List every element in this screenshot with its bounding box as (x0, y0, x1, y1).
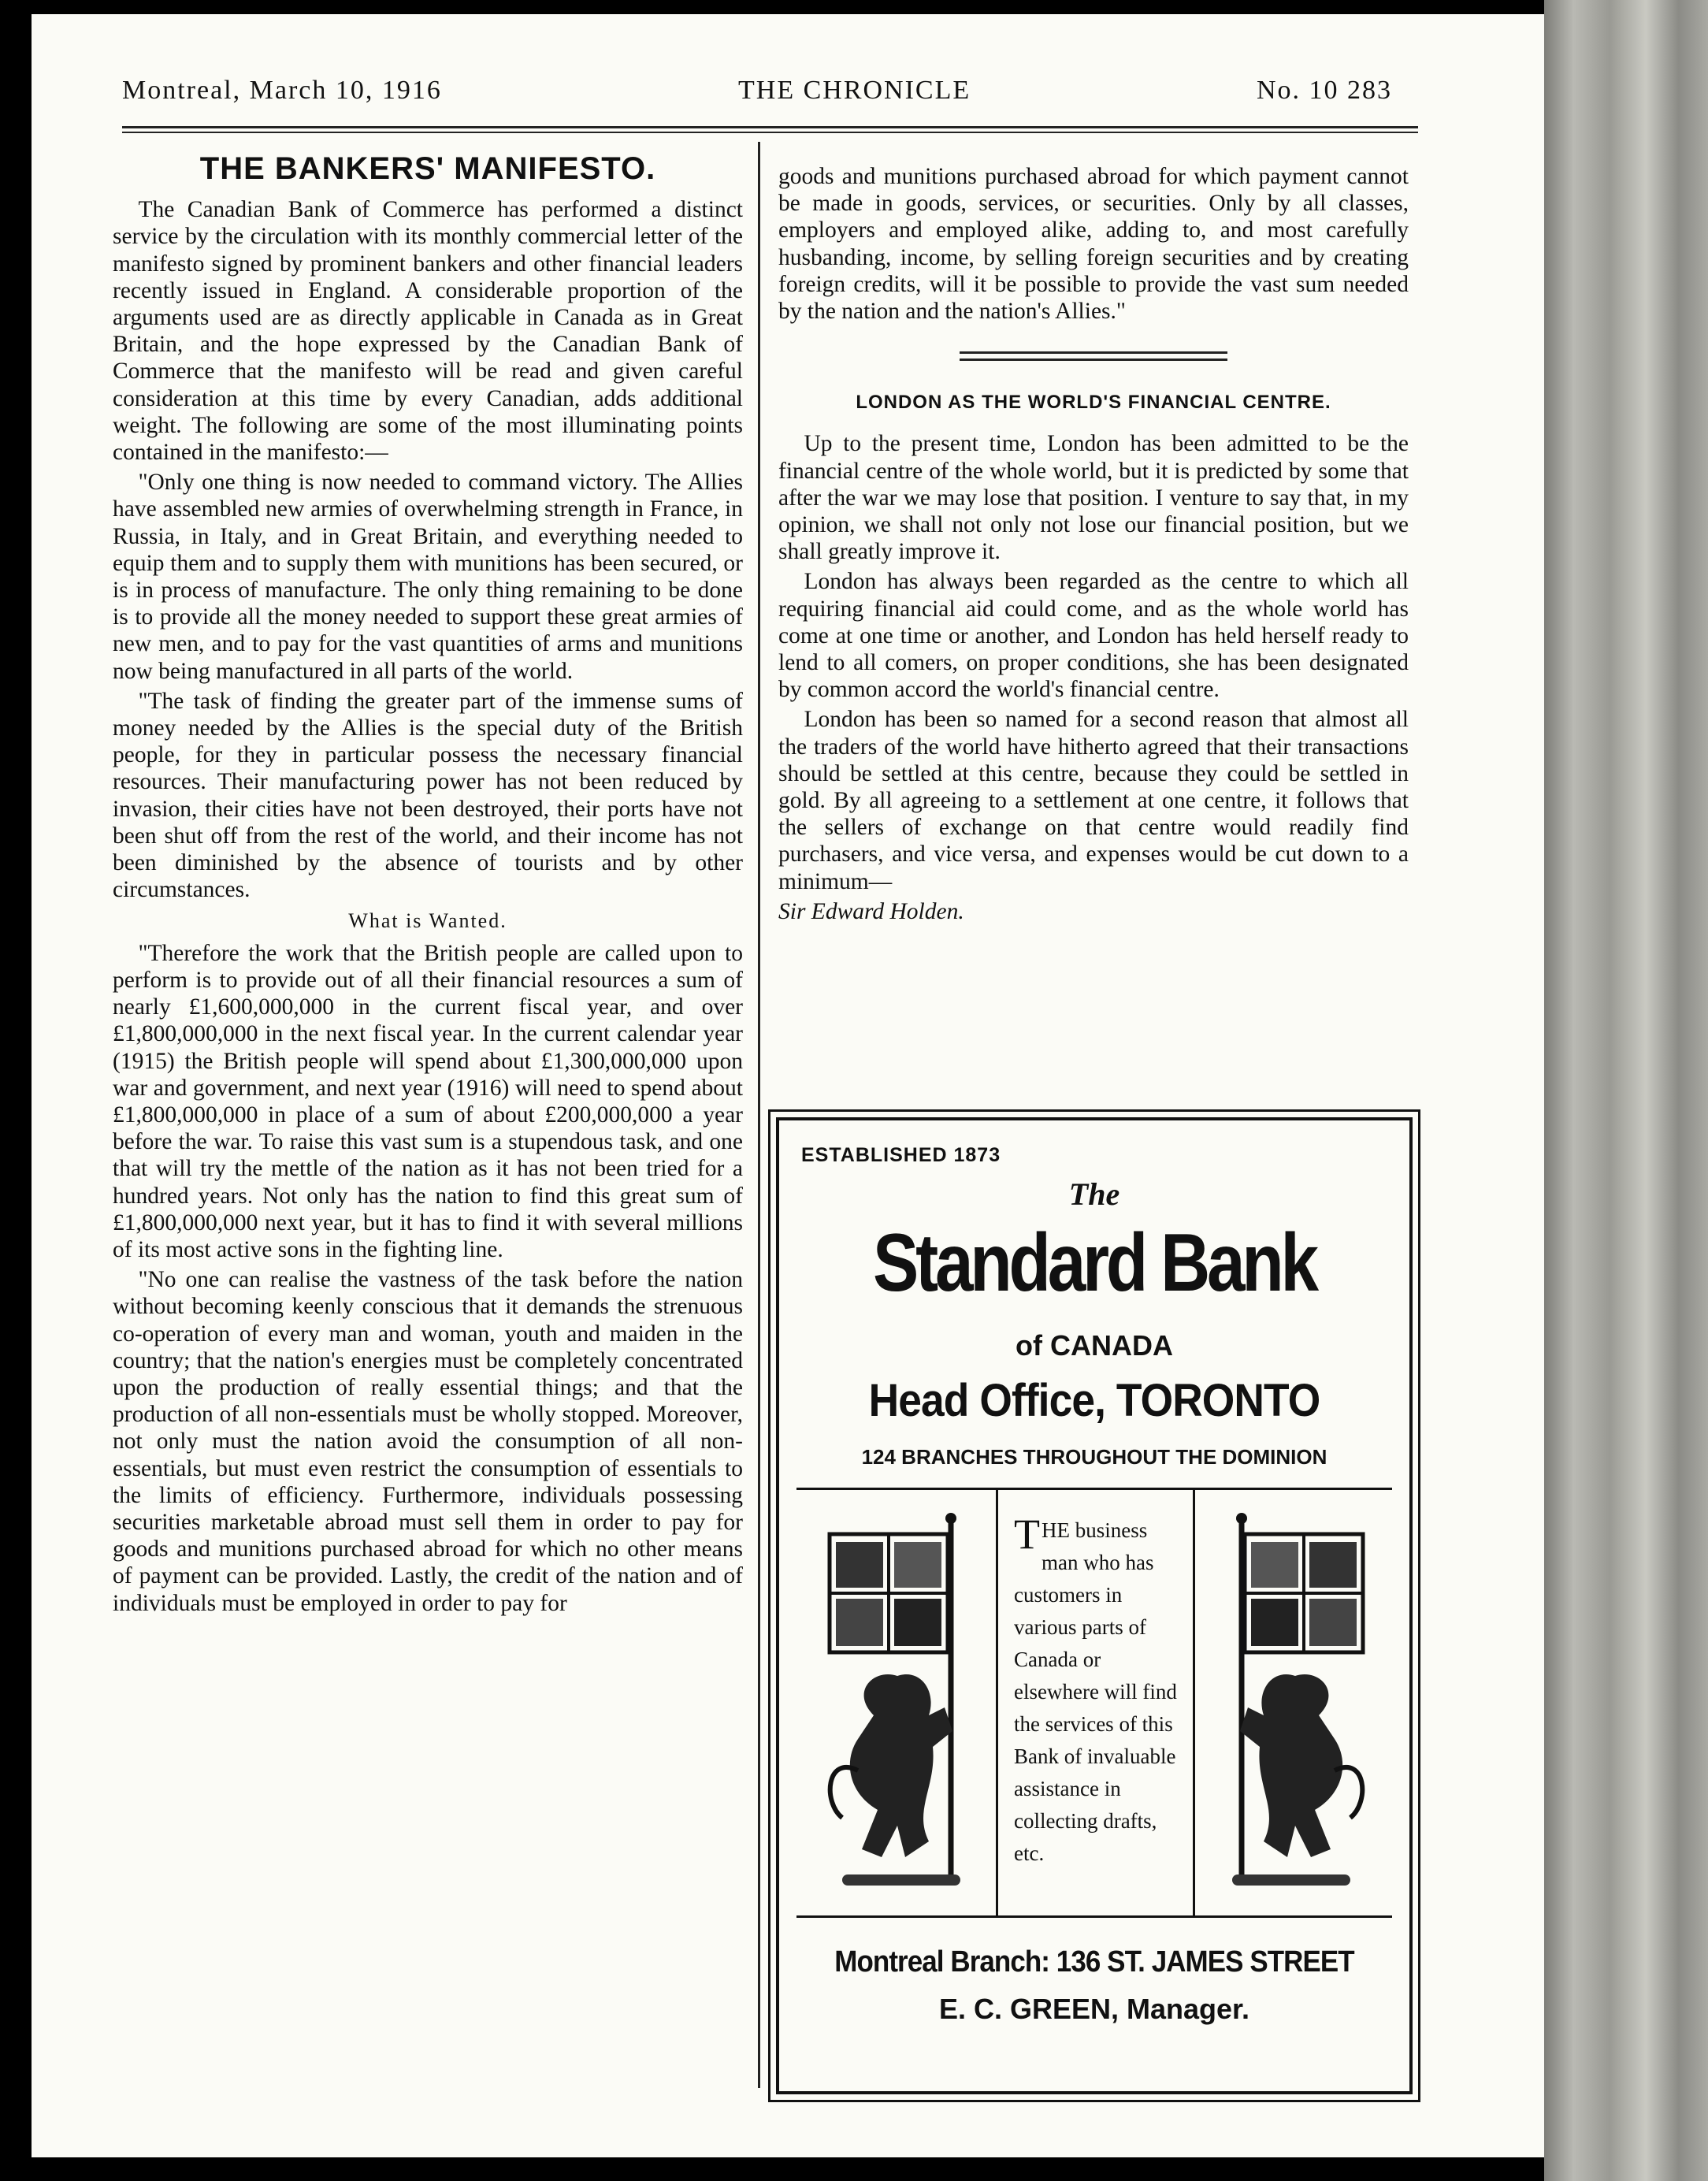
ad-manager: E. C. GREEN, Manager. (938, 1993, 1250, 2025)
paragraph-continuation: goods and munitions purchased abroad for which payment cannot be made in goods, services, or securities. Only by all classes, employers and employed alike, adding to, and most carefully husbanding, income, by selling foreign securities and by creating foreign credits, will it be possible to provide the vast sum needed by the nation and the nation's Allies." (778, 164, 1409, 325)
header-publication: THE CHRONICLE (738, 76, 971, 105)
left-column (113, 151, 743, 1617)
subhead-what-is-wanted: What is Wanted. (348, 909, 507, 933)
article-title-bankers-manifesto: THE BANKERS' MANIFESTO. (199, 151, 656, 186)
section-divider (960, 351, 1227, 361)
ad-rule-top (796, 1488, 1392, 1490)
ad-body-text-container (1014, 1510, 1183, 1870)
paragraph: "Therefore the work that the British people are called upon to perform is to provide out of all their financial resources a sum of nearly £1,600,000,000 in the current fiscal year, and over £1,800,000,000 in the next fiscal year. In the current calendar year (1915) the British people will spend about £1,300,000,000 upon war and government, and next year (1916) will need to spend about £1,800,000,000 in place of a sum of about £200,000,000 a year before the war. To raise this vast sum is a stupendous task, and one that will try the mettle of the nation as it has not been tried for a hundred years. Not only has the nation to find this great sum of £1,800,000,000 next year, but it has to find it with several millions of its most active sons in the fighting line. (113, 940, 743, 1262)
ad-rule-bottom (796, 1915, 1392, 1918)
ad-of-canada: of CANADA (1016, 1329, 1173, 1362)
header-rule-thin (122, 132, 1418, 133)
ad-branches: 124 BRANCHES THROUGHOUT THE DOMINION (861, 1445, 1327, 1469)
column-rule (758, 142, 760, 2088)
article-title-london-financial-centre: LONDON AS THE WORLD'S FINANCIAL CENTRE. (856, 392, 1331, 414)
paragraph: London has been so named for a second reason that almost all the traders of the world have hitherto agreed that their transactions should be settled at this centre, because they could be settled in gold. By all agreeing to a settlement at one centre, it follows that the sellers of exchange on that centre would readily find purchasers, and vice versa, and expenses would be cut down to a minimum— (778, 707, 1409, 894)
royal-flag-lion-right-icon (1209, 1510, 1374, 1904)
paragraph: Up to the present time, London has been admitted to be the financial centre of the whole world, but it is predicted by some that after the war we may lose that position. I venture to say that, in my opinion, we shall not only not lose our financial position, but we shall greatly improve it. (778, 431, 1409, 565)
ad-body-text: THE business man who has customers in various parts of Canada or elsewhere will find the services of this Bank of invaluable assistance in collecting drafts, etc. (1014, 1510, 1177, 1865)
royal-flag-lion-left-icon (819, 1510, 984, 1904)
ad-the: The (1068, 1176, 1120, 1212)
paragraph: "Only one thing is now needed to command victory. The Allies have assembled new armies of overwhelming strength in France, in Russia, in Italy, and in Great Britain, and everything needed to equip them and to supply them with munitions has been secured, or is in process of manufacture. The only thing remaining to be done is to provide all the money needed to support these great armies of new men, and to pay for the vast quantities of arms and munitions now being manufactured in all parts of the world. (113, 470, 743, 684)
paragraph: "No one can realise the vastness of the task before the nation without becoming keenly conscious that it demands the strenuous co-operation of every man and woman, youth and maiden in the country; that the nation's energies must be completely concentrated upon the production of really essential things; and that the production of all non-essentials must be wholly stopped. Moreover, not only must the nation avoid the consumption of all non-essentials, but must even restrict the consumption of essentials to the limits of efficiency. Furthermore, individuals possessing securities marketable abroad must sell them in order to pay for goods and munitions purchased abroad for which no other means of payment can be provided. Lastly, the credit of the nation and of individuals must be employed in order to pay for (113, 1267, 743, 1616)
ad-rule-right (1193, 1490, 1195, 1915)
ad-established: ESTABLISHED 1873 (801, 1144, 1001, 1166)
header-rule (122, 126, 1418, 128)
ad-rule-left (996, 1490, 998, 1915)
paragraph: "The task of finding the greater part of the immense sums of money needed by the Allies is the special duty of the British people, for they in particular possess the necessary financial resources. Their manufacturing power has not been reduced by invasion, their cities have not been destroyed, their ports have not been shut off from the rest of the world, and their income has not been diminished by the absence of tourists and by other circumstances. (113, 688, 743, 903)
signature: Sir Edward Holden. (778, 898, 964, 924)
paragraph: The Canadian Bank of Commerce has performed a distinct service by the circulation with its monthly commercial letter of the manifesto signed by prominent bankers and other financial leaders recently issued in England. A considerable proportion of the arguments used are as directly applicable in Canada as in Great Britain, and the hope expressed by the Canadian Bank of Commerce that the manifesto will be read and given careful consideration at this time by every Canadian, adds additional weight. The following are some of the most illuminating points contained in the manifesto:— (113, 197, 743, 466)
right-column (778, 163, 1409, 925)
header-page-number: No. 10 283 (1257, 76, 1393, 105)
running-head (91, 76, 1430, 115)
ad-head-office: Head Office, TORONTO (868, 1375, 1320, 1426)
ad-bank-name: Standard Bank (873, 1217, 1316, 1309)
book-spine-edge (1544, 0, 1708, 2181)
header-date: Montreal, March 10, 1916 (122, 76, 442, 105)
paragraph: London has always been regarded as the centre to which all requiring financial aid could come, and as the whole world has come at one time or another, and London has held herself ready to lend to all comers, on proper conditions, she has been designated by common accord the world's financial centre. (778, 569, 1409, 703)
ad-montreal-branch: Montreal Branch: 136 ST. JAMES STREET (834, 1945, 1354, 1979)
standard-bank-advertisement (776, 1117, 1413, 2094)
